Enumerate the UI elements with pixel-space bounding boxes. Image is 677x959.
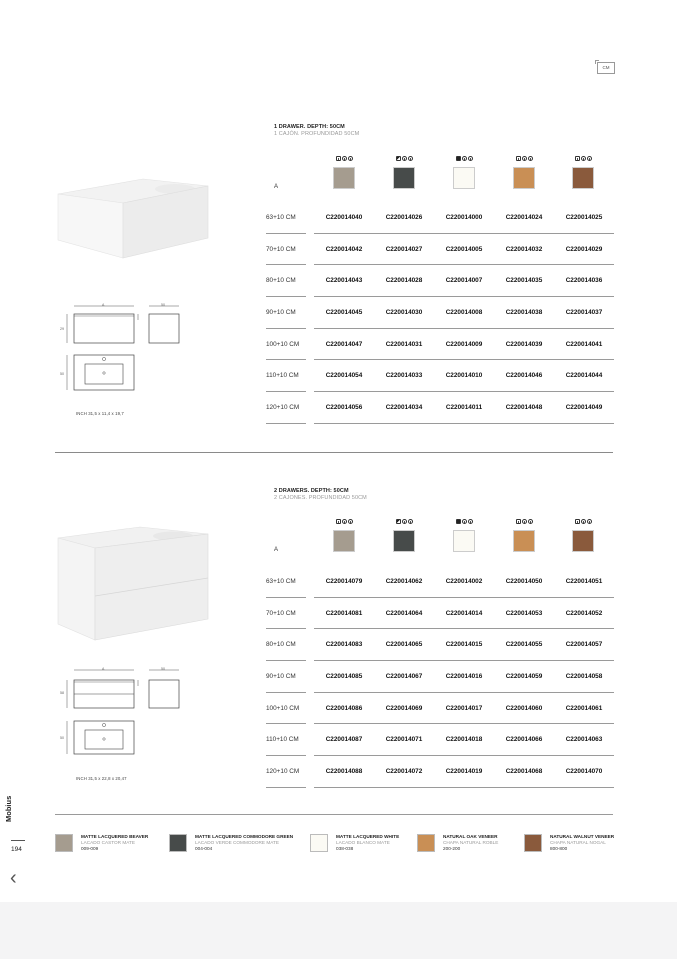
legend-name: MATTE LACQUERED WHITE (336, 834, 400, 839)
product-code-cell: C220014000 (434, 202, 494, 233)
size-cell: 90+10 CM (266, 297, 306, 329)
spacer-cell (306, 392, 314, 424)
legend-divider (55, 814, 613, 815)
table-row (266, 661, 614, 693)
spacer-cell (306, 233, 314, 265)
product-code-cell: C220014007 (434, 265, 494, 297)
product-code-cell: C220014068 (494, 756, 554, 788)
legend-name-es: CHAPA NATURAL NOGAL (550, 840, 606, 845)
product-code-cell: C220014019 (434, 756, 494, 788)
finish-column-commodore (391, 519, 417, 552)
product-code-cell: C220014025 (554, 202, 614, 233)
finish-swatch-commodore-green (393, 530, 415, 552)
product-code-cell: C220014071 (374, 724, 434, 756)
finish-column-white (451, 156, 477, 189)
product-code-cell: C220014051 (554, 566, 614, 597)
care-symbols-icon (511, 156, 537, 163)
product-code-cell: C220014034 (374, 392, 434, 424)
spacer-cell (306, 328, 314, 360)
spacer-cell (306, 692, 314, 724)
legend-finish-white (310, 834, 399, 852)
product-code-cell: C220014065 (374, 629, 434, 661)
inch-note: INCH 31,5 x 11,4 x 19,7 (76, 411, 124, 416)
care-symbols-icon (451, 519, 477, 526)
viewer-bottom-band (0, 902, 677, 959)
dim-width-label: A (102, 303, 105, 307)
care-symbols-icon (331, 156, 357, 163)
size-cell: 100+10 CM (266, 692, 306, 724)
product-code-cell: C220014024 (494, 202, 554, 233)
size-cell: 63+10 CM (266, 566, 306, 597)
product-code-cell: C220014085 (314, 661, 374, 693)
vanity-2-drawers-image (55, 524, 215, 644)
product-code-cell: C220014067 (374, 661, 434, 693)
finish-column-oak (511, 519, 537, 552)
product-code-cell: C220014083 (314, 629, 374, 661)
product-code-cell: C220014016 (434, 661, 494, 693)
product-code-cell: C220014087 (314, 724, 374, 756)
product-code-cell: C220014005 (434, 233, 494, 265)
spacer-cell (306, 597, 314, 629)
section-2-title: 2 DRAWERS. DEPTH: 50CM (274, 488, 349, 494)
table-row (266, 566, 614, 597)
spacer-cell (306, 297, 314, 329)
finish-swatch-beaver (333, 530, 355, 552)
product-code-cell: C220014049 (554, 392, 614, 424)
size-cell: 120+10 CM (266, 756, 306, 788)
size-cell: 100+10 CM (266, 328, 306, 360)
table-row (266, 202, 614, 233)
legend-finish-beaver (55, 834, 148, 852)
page-number: 194 (11, 846, 22, 853)
column-a-label: A (274, 547, 279, 553)
product-code-cell: C220014018 (434, 724, 494, 756)
product-code-cell: C220014045 (314, 297, 374, 329)
page-number-rule (11, 840, 25, 841)
table-row (266, 724, 614, 756)
care-symbols-icon (570, 519, 596, 526)
spacer-cell (306, 566, 314, 597)
product-code-cell: C220014066 (494, 724, 554, 756)
legend-name: MATTE LACQUERED COMMODORE GREEN (195, 834, 294, 839)
product-code-cell: C220014053 (494, 597, 554, 629)
product-code-cell: C220014069 (374, 692, 434, 724)
table-row (266, 360, 614, 392)
table-row (266, 692, 614, 724)
unit-badge: CM (597, 62, 615, 74)
size-cell: 120+10 CM (266, 392, 306, 424)
spacer-cell (306, 629, 314, 661)
product-code-cell: C220014079 (314, 566, 374, 597)
care-symbols-icon (451, 156, 477, 163)
product-code-cell: C220014063 (554, 724, 614, 756)
product-code-cell: C220014072 (374, 756, 434, 788)
finish-header-1 (266, 156, 614, 196)
finish-swatch-white (453, 167, 475, 189)
legend-name: MATTE LACQUERED BEAVER (81, 834, 149, 839)
product-code-cell: C220014014 (434, 597, 494, 629)
product-code-cell: C220014070 (554, 756, 614, 788)
table-row (266, 392, 614, 424)
product-code-cell: C220014041 (554, 328, 614, 360)
product-code-cell: C220014047 (314, 328, 374, 360)
spacer-cell (306, 360, 314, 392)
product-code-cell: C220014062 (374, 566, 434, 597)
dim-height-label: 29 (60, 327, 64, 331)
product-code-cell: C220014060 (494, 692, 554, 724)
product-code-cell: C220014044 (554, 360, 614, 392)
dim-depth-label: 50 (161, 667, 165, 671)
spacer-cell (306, 724, 314, 756)
product-code-cell: C220014035 (494, 265, 554, 297)
section-divider (55, 452, 613, 453)
product-code-cell: C220014027 (374, 233, 434, 265)
size-cell: 80+10 CM (266, 629, 306, 661)
product-code-cell: C220014048 (494, 392, 554, 424)
product-code-cell: C220014010 (434, 360, 494, 392)
finish-column-white (451, 519, 477, 552)
legend-swatch (169, 834, 187, 852)
section-1-title: 1 DRAWER. DEPTH: 50CM (274, 124, 345, 130)
finish-column-beaver (331, 156, 357, 189)
product-code-cell: C220014042 (314, 233, 374, 265)
product-code-cell: C220014046 (494, 360, 554, 392)
legend-finish-walnut (524, 834, 614, 852)
care-symbols-icon (391, 519, 417, 526)
product-code-cell: C220014086 (314, 692, 374, 724)
size-cell: 80+10 CM (266, 265, 306, 297)
size-cell: 70+10 CM (266, 233, 306, 265)
legend-finish-oak (417, 834, 498, 852)
dim-height-label: 58 (60, 691, 64, 695)
finish-swatch-white (453, 530, 475, 552)
care-symbols-icon (391, 156, 417, 163)
legend-name: NATURAL WALNUT VENEER (550, 834, 615, 839)
spacer-cell (306, 756, 314, 788)
finish-column-walnut (570, 156, 596, 189)
product-code-cell: C220014026 (374, 202, 434, 233)
dim-width-label: A (102, 667, 105, 671)
dim-depth-label: 50 (161, 303, 165, 307)
care-symbols-icon (570, 156, 596, 163)
product-code-cell: C220014008 (434, 297, 494, 329)
product-code-cell: C220014032 (494, 233, 554, 265)
finish-swatch-beaver (333, 167, 355, 189)
inch-note: INCH 31,5 x 22,8 x 20,47 (76, 776, 127, 781)
product-code-cell: C220014009 (434, 328, 494, 360)
legend-swatch (310, 834, 328, 852)
finish-header-2 (266, 519, 614, 559)
care-symbols-icon (511, 519, 537, 526)
code-table-2 (266, 566, 614, 788)
finish-column-oak (511, 156, 537, 189)
product-code-cell: C220014052 (554, 597, 614, 629)
legend-name-es: LACADO BLANCO MATE (336, 840, 390, 845)
legend-name-es: LACADO VERDE COMMODORE MATE (195, 840, 280, 845)
table-row (266, 297, 614, 329)
size-cell: 63+10 CM (266, 202, 306, 233)
legend-swatch (417, 834, 435, 852)
product-code-cell: C220014011 (434, 392, 494, 424)
spacer-cell (306, 202, 314, 233)
product-code-cell: C220014029 (554, 233, 614, 265)
product-code-cell: C220014059 (494, 661, 554, 693)
table-row (266, 265, 614, 297)
size-cell: 110+10 CM (266, 360, 306, 392)
legend-code: 200-200 (443, 846, 461, 851)
product-code-cell: C220014058 (554, 661, 614, 693)
finish-column-commodore (391, 156, 417, 189)
legend-name: NATURAL OAK VENEER (443, 834, 498, 839)
finish-column-beaver (331, 519, 357, 552)
legend-finish-commodore-green (169, 834, 293, 852)
product-code-cell: C220014030 (374, 297, 434, 329)
section-2-header (274, 488, 367, 502)
table-row (266, 328, 614, 360)
legend-code: 009-009 (81, 846, 99, 851)
product-code-cell: C220014028 (374, 265, 434, 297)
finish-swatch-oak (513, 530, 535, 552)
finish-swatch-oak (513, 167, 535, 189)
dim-plan-depth-label: 50 (60, 736, 64, 740)
size-cell: 110+10 CM (266, 724, 306, 756)
column-a-label: A (274, 184, 279, 190)
table-row (266, 233, 614, 265)
dim-plan-depth-label: 50 (60, 372, 64, 376)
product-code-cell: C220014039 (494, 328, 554, 360)
product-code-cell: C220014036 (554, 265, 614, 297)
finish-swatch-commodore-green (393, 167, 415, 189)
dimension-drawing-1 (55, 300, 195, 395)
legend-swatch (524, 834, 542, 852)
product-code-cell: C220014015 (434, 629, 494, 661)
product-code-cell: C220014037 (554, 297, 614, 329)
product-code-cell: C220014043 (314, 265, 374, 297)
care-symbols-icon (331, 519, 357, 526)
table-row (266, 597, 614, 629)
finish-column-walnut (570, 519, 596, 552)
legend-code: 800-800 (550, 846, 568, 851)
size-cell: 70+10 CM (266, 597, 306, 629)
product-code-cell: C220014031 (374, 328, 434, 360)
legend-name-es: CHAPA NATURAL ROBLE (443, 840, 499, 845)
section-1-subtitle: 1 CAJÓN. PROFUNDIDAD 50CM (274, 131, 360, 137)
finish-swatch-walnut (572, 530, 594, 552)
product-code-cell: C220014033 (374, 360, 434, 392)
legend-code: 004-004 (195, 846, 213, 851)
product-code-cell: C220014064 (374, 597, 434, 629)
product-code-cell: C220014056 (314, 392, 374, 424)
product-code-cell: C220014002 (434, 566, 494, 597)
product-code-cell: C220014038 (494, 297, 554, 329)
product-code-cell: C220014088 (314, 756, 374, 788)
product-code-cell: C220014057 (554, 629, 614, 661)
legend-code: 038-038 (336, 846, 354, 851)
code-table-1 (266, 202, 614, 424)
section-2-subtitle: 2 CAJONES. PROFUNDIDAD 50CM (274, 495, 367, 501)
product-code-cell: C220014054 (314, 360, 374, 392)
product-code-cell: C220014081 (314, 597, 374, 629)
product-code-cell: C220014017 (434, 692, 494, 724)
product-code-cell: C220014055 (494, 629, 554, 661)
product-code-cell: C220014050 (494, 566, 554, 597)
legend-name-es: LACADO CASTOR MATE (81, 840, 136, 845)
vanity-1-drawer-image (55, 176, 215, 261)
chevron-left-icon[interactable]: ‹ (10, 867, 17, 889)
spacer-cell (306, 265, 314, 297)
dimension-drawing-2 (55, 664, 195, 759)
product-code-cell: C220014040 (314, 202, 374, 233)
finish-swatch-walnut (572, 167, 594, 189)
brand-name: Mobius (4, 795, 13, 822)
table-row (266, 629, 614, 661)
size-cell: 90+10 CM (266, 661, 306, 693)
table-row (266, 756, 614, 788)
section-1-header (274, 124, 359, 138)
product-code-cell: C220014061 (554, 692, 614, 724)
spacer-cell (306, 661, 314, 693)
legend-swatch (55, 834, 73, 852)
